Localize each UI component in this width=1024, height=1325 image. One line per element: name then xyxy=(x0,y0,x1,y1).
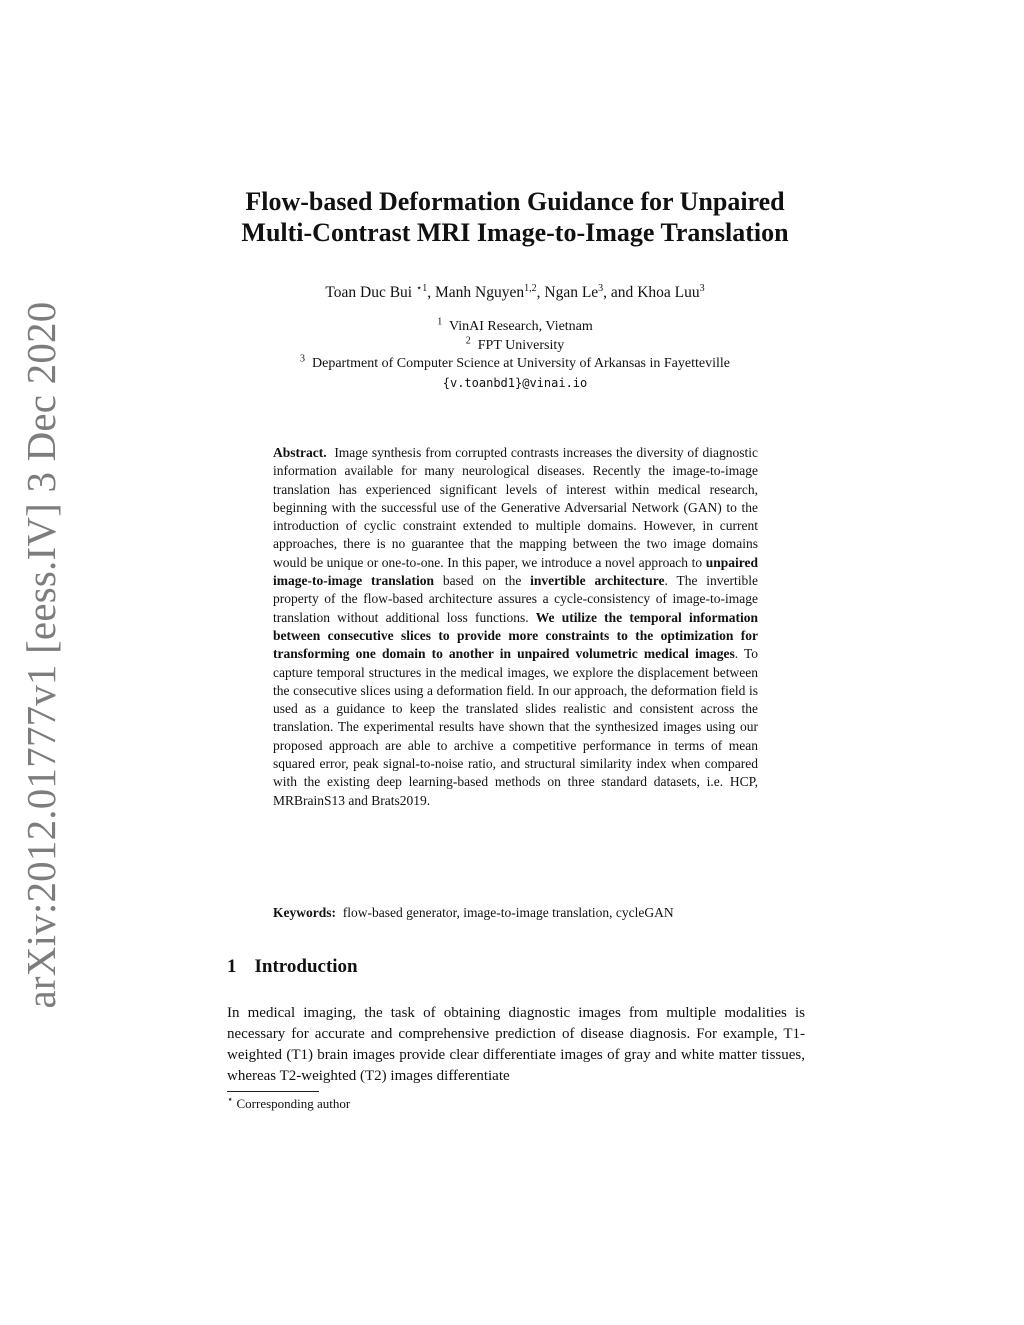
author-affil-mark: 3 xyxy=(699,282,705,294)
author-separator: , and xyxy=(603,284,638,301)
footnote-rule xyxy=(227,1091,319,1092)
affiliation-text: Department of Computer Science at University of Arkansas in Fayetteville xyxy=(312,356,730,371)
title-line-1: Flow-based Deformation Guidance for Unpaired xyxy=(245,187,785,216)
affiliation-2 xyxy=(200,334,830,356)
author-name: Manh Nguyen xyxy=(435,284,525,301)
footnote xyxy=(227,1096,350,1112)
introduction-paragraph: In medical imaging, the task of obtaining diagnostic images from multiple modalities is necessary for accurate and comprehensive prediction of disease diagnosis. For example, T1-weighted (T1) brain images provide clear differentiate images of gray and white matter tissues, whereas T2-weighted (T2) images differentiate xyxy=(227,1005,805,1084)
affiliation-number: 3 xyxy=(300,353,306,365)
abstract-emphasis: We utilize the temporal information between consecutive slices to provide more constraints to the optimization for transforming one domain to another in unpaired volumetric medical images xyxy=(273,609,758,662)
author-name: Khoa Luu xyxy=(637,284,700,301)
affiliation-text: FPT University xyxy=(477,337,565,353)
author-name: Ngan Le xyxy=(544,284,599,301)
author-separator: , xyxy=(427,284,435,301)
affiliation-1 xyxy=(200,318,830,337)
author-separator: , xyxy=(536,284,545,301)
section-number: 1 xyxy=(227,956,237,977)
affiliation-number: 2 xyxy=(465,334,471,346)
affiliations xyxy=(200,318,830,392)
abstract-text: Image synthesis from corrupted contrasts increases the diversity of diagnostic information available for many neurological diseases. Recently the image-to-image translation has experienced significant levels of interest within medical research, beginning with the successful use of the Generative Adversarial Network (GAN) to the introduction of cyclic constraint extended to multiple domains. However, in current approaches, there is no guarantee that the mapping between the two image domains would be unique or one-to-one. In this paper, we introduce a novel approach to xyxy=(273,445,759,570)
author-name: Toan Duc Bui xyxy=(325,284,413,301)
arxiv-side-stamp xyxy=(17,301,65,1009)
abstract-emphasis: invertible architecture xyxy=(530,573,665,589)
affiliation-number: 1 xyxy=(437,316,443,328)
abstract-text: . To capture temporal structures in the medical images, we explore the displacement between the consecutive slices using a deformation field. In our approach, the deformation field is used as a guidance to keep the translated slides realistic and consistent across the translation. The experimental results have shown that the synthesized images using our proposed approach are able to archive a competitive performance in terms of mean squared error, peak signal-to-noise ratio, and structural similarity index when compared with the existing deep learning-based methods on three standard datasets, i.e. HCP, MRBrainS13 and Brats2019. xyxy=(273,646,758,808)
abstract-emphasis: unpaired image-to-image translation xyxy=(273,554,759,589)
affiliation-3 xyxy=(200,355,830,374)
author-affil-mark: ⋆1 xyxy=(415,282,428,294)
section-title: Introduction xyxy=(254,956,358,977)
contact-email: {v.toanbd1}@vinai.io xyxy=(442,375,588,390)
keywords-text: flow-based generator, image-to-image translation, cycleGAN xyxy=(342,905,674,920)
abstract-label: Abstract. xyxy=(273,445,327,460)
footnote-mark: ⋆ xyxy=(227,1094,234,1106)
abstract-text: based on the xyxy=(442,573,522,589)
abstract-text: . The invertible property of the flow-based architecture assures a cycle-consistency of image-to-image translation without additional loss functions. xyxy=(273,573,759,625)
author-list xyxy=(200,284,830,302)
paper-title xyxy=(200,186,830,248)
keywords xyxy=(273,904,758,922)
abstract xyxy=(273,444,758,810)
footnote-text: Corresponding author xyxy=(236,1096,351,1111)
affiliation-text: VinAI Research, Vietnam xyxy=(448,319,593,334)
title-line-2: Multi-Contrast MRI Image-to-Image Translation xyxy=(241,218,789,247)
author-affil-mark: 3 xyxy=(598,282,604,294)
keywords-label: Keywords: xyxy=(273,905,336,920)
arxiv-identifier: arXiv:2012.01777v1 [eess.IV] 3 Dec 2020 xyxy=(18,301,64,1009)
author-affil-mark: 1,2 xyxy=(524,282,537,294)
section-heading xyxy=(227,956,358,978)
